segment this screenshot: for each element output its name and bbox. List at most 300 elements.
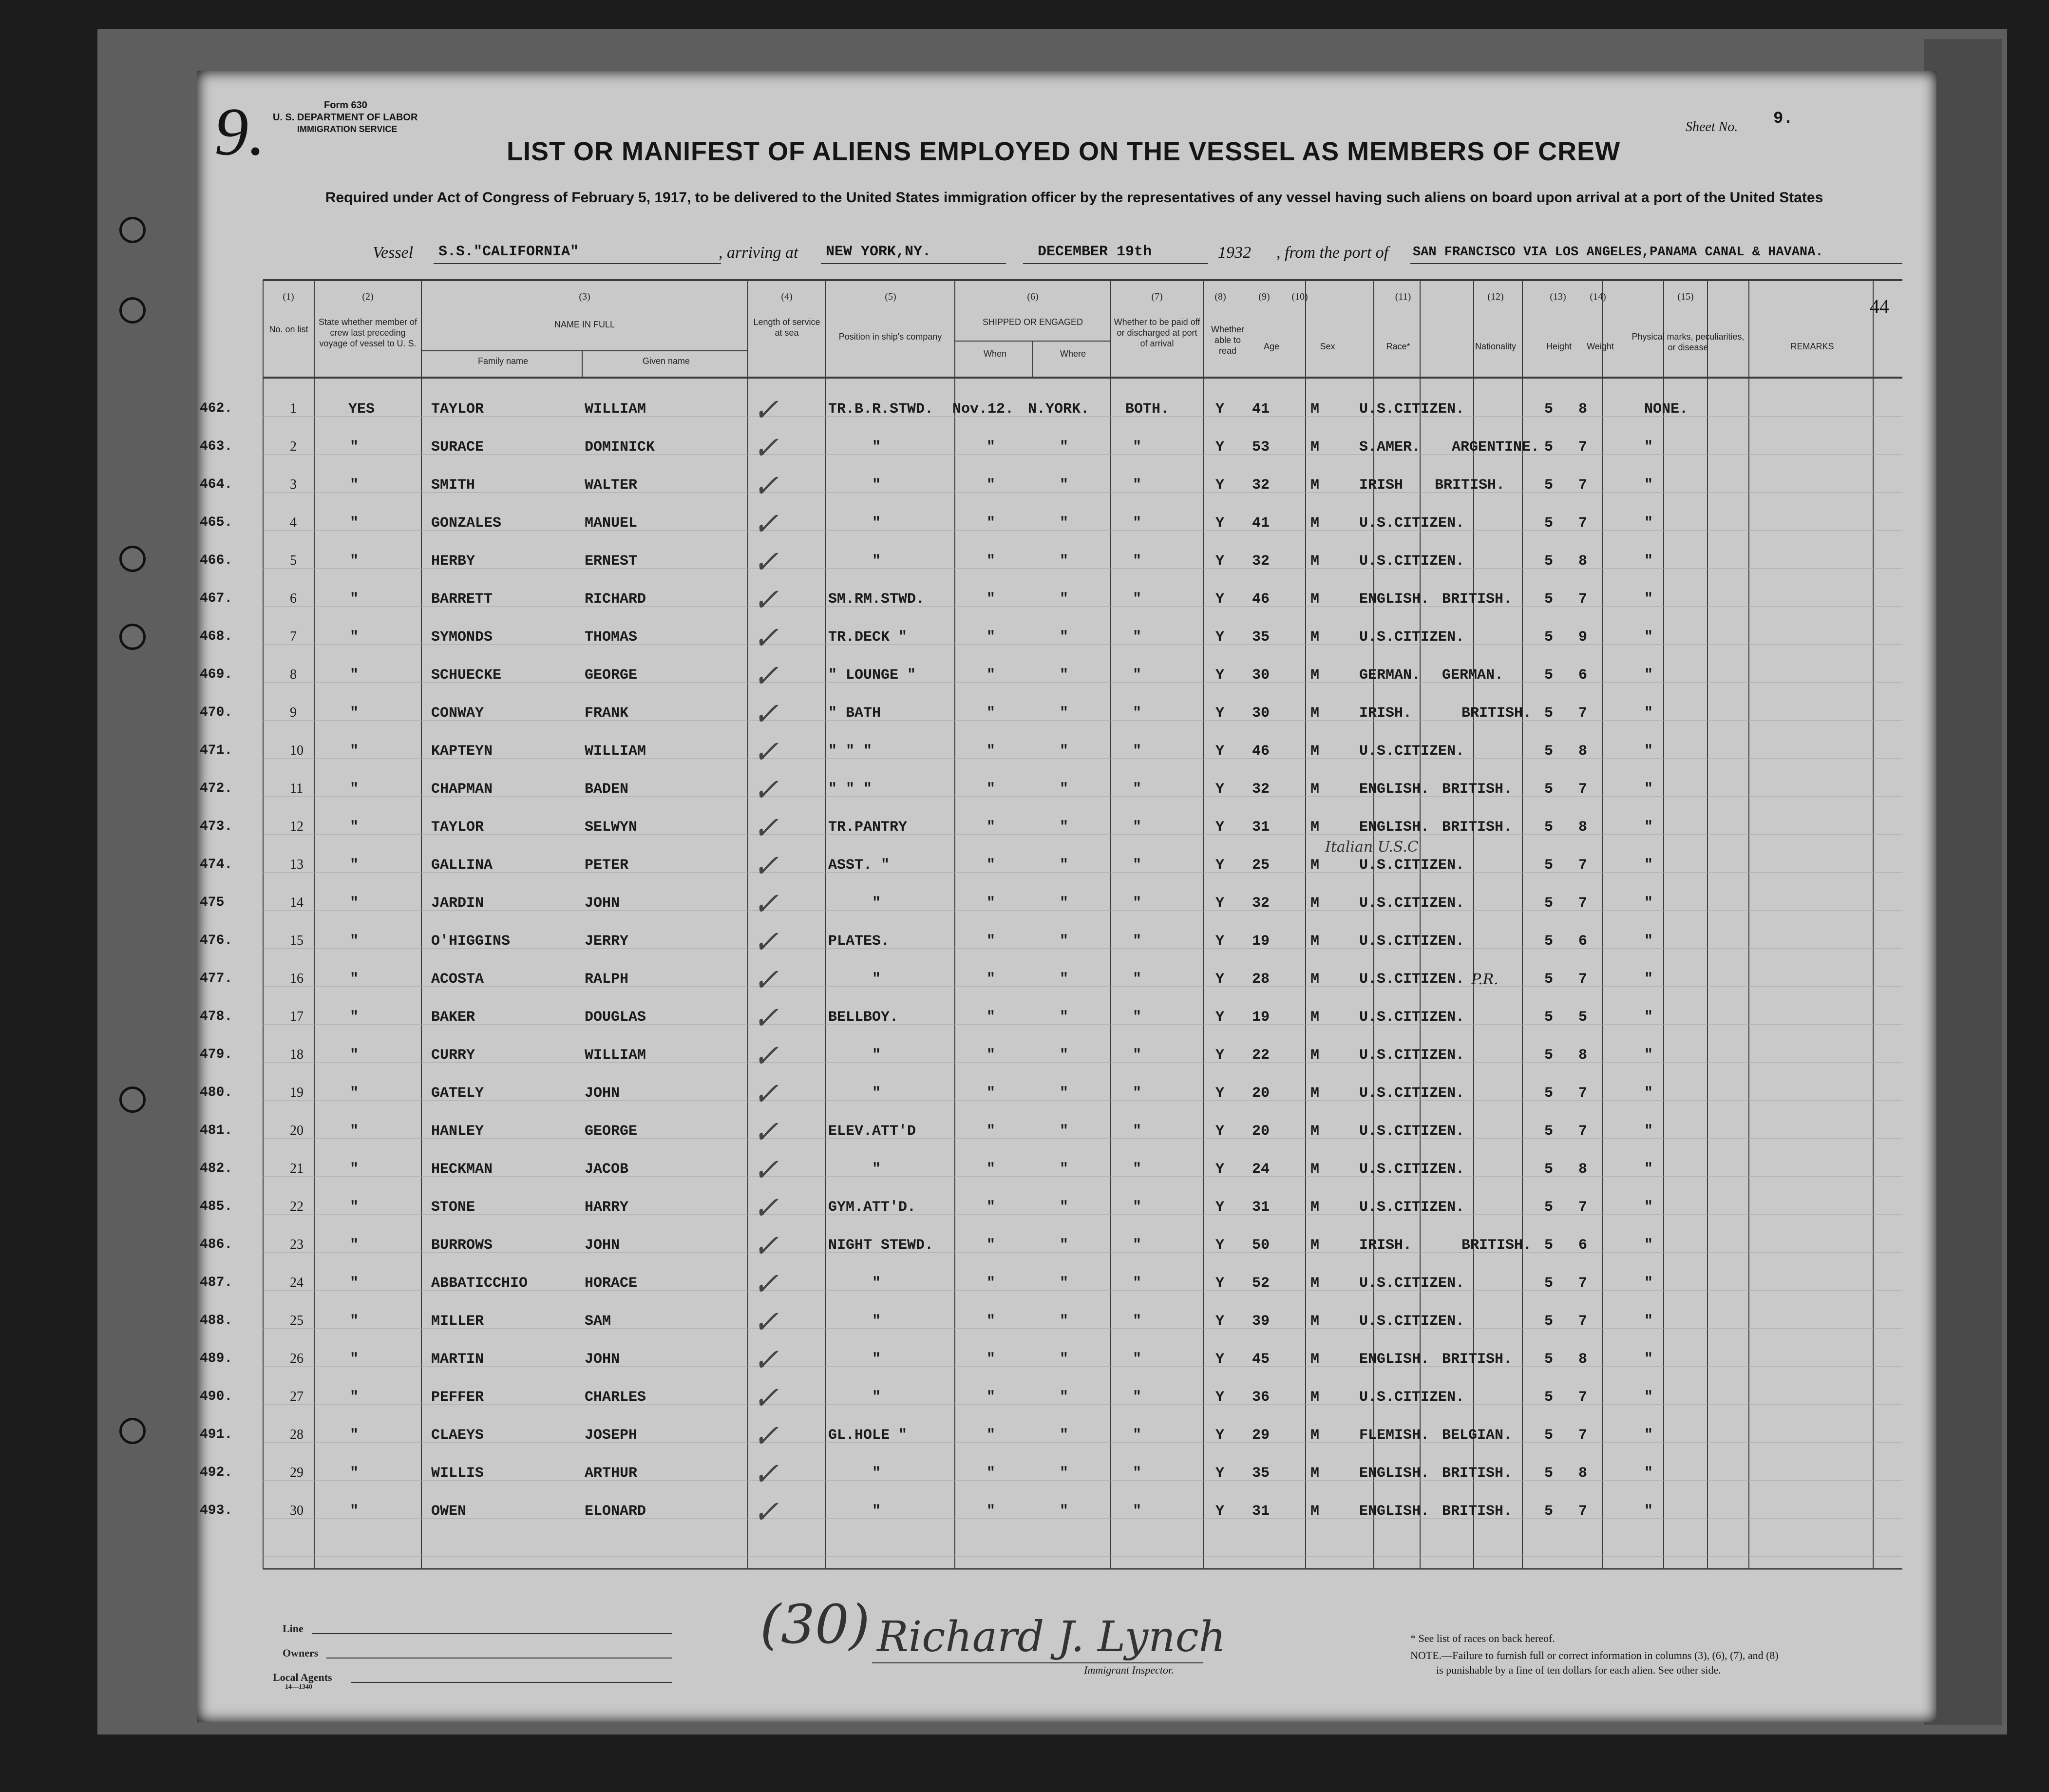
row-position: PLATES. <box>828 933 890 950</box>
arriving-port: NEW YORK,NY. <box>826 244 931 260</box>
col-previous-voyage-header: State whether member of crew last preceding voyage of vessel to U. S. <box>318 317 417 348</box>
row-previous-voyage: " <box>350 1199 359 1216</box>
row-able-to-read: Y <box>1215 971 1225 988</box>
row-age: 35 <box>1252 629 1270 646</box>
service-check-mark: ✓ <box>753 1342 779 1378</box>
service-check-mark: ✓ <box>753 506 779 542</box>
column-number: (13) <box>1550 291 1566 302</box>
row-race: U.S.CITIZEN. <box>1359 895 1465 912</box>
row-position: " <box>872 1161 881 1178</box>
row-height: 5 <box>1544 667 1554 684</box>
row-paid-off: " <box>1133 629 1142 646</box>
row-reference-number: 475 <box>200 895 225 910</box>
row-family-name: CLAEYS <box>431 1427 484 1444</box>
row-paid-off: " <box>1133 781 1142 798</box>
row-position: " <box>872 1465 881 1482</box>
row-sex: M <box>1310 1161 1320 1178</box>
row-family-name: HANLEY <box>431 1123 484 1140</box>
row-sex: M <box>1310 477 1320 494</box>
row-family-name: CONWAY <box>431 705 484 722</box>
row-reference-number: 476. <box>200 933 233 948</box>
row-physical-marks: " <box>1644 553 1653 570</box>
row-weight: 7 <box>1578 439 1588 456</box>
row-race: ENGLISH. <box>1359 781 1430 798</box>
service-check-mark: ✓ <box>753 1152 779 1188</box>
row-race: U.S.CITIZEN. <box>1359 857 1465 874</box>
row-weight: 7 <box>1578 971 1588 988</box>
row-sex: M <box>1310 971 1320 988</box>
row-position: " LOUNGE " <box>828 667 916 684</box>
row-shipped-when: " <box>987 971 996 988</box>
service-check-mark: ✓ <box>753 962 779 998</box>
row-shipped-when: " <box>987 553 996 570</box>
row-weight: 6 <box>1578 933 1588 950</box>
row-weight: 7 <box>1578 1085 1588 1102</box>
row-weight: 7 <box>1578 1313 1588 1330</box>
col-race-header: Race* <box>1386 342 1410 351</box>
row-given-name: FRANK <box>585 705 629 722</box>
sheet-no-label: Sheet No. <box>1686 119 1738 134</box>
col-height-header: Height <box>1546 342 1572 351</box>
row-able-to-read: Y <box>1215 1389 1225 1406</box>
row-height: 5 <box>1544 1199 1554 1216</box>
row-given-name: JERRY <box>585 933 629 950</box>
row-position: " <box>872 515 881 532</box>
row-position: " <box>872 439 881 456</box>
row-family-name: SCHUECKE <box>431 667 502 684</box>
row-previous-voyage: " <box>350 515 359 532</box>
service-check-mark: ✓ <box>753 1456 779 1492</box>
row-previous-voyage: " <box>350 1275 359 1292</box>
col-able-to-read-header: Whether able to read <box>1211 324 1245 356</box>
service-check-mark: ✓ <box>753 430 779 466</box>
row-physical-marks: " <box>1644 971 1653 988</box>
row-age: 32 <box>1252 553 1270 570</box>
row-able-to-read: Y <box>1215 1161 1225 1178</box>
row-reference-number: 466. <box>200 553 233 568</box>
vessel-name: S.S."CALIFORNIA" <box>438 244 579 260</box>
row-physical-marks: " <box>1644 591 1653 608</box>
col-age-header: Age <box>1263 342 1280 351</box>
row-shipped-where: " <box>1060 1161 1069 1178</box>
row-race: IRISH. <box>1359 705 1412 722</box>
row-shipped-when: " <box>987 667 996 684</box>
row-able-to-read: Y <box>1215 819 1225 836</box>
row-previous-voyage: " <box>350 971 359 988</box>
row-paid-off: " <box>1133 1465 1142 1482</box>
row-reference-number: 493. <box>200 1503 233 1518</box>
row-paid-off: " <box>1133 1237 1142 1254</box>
row-list-number: 29 <box>290 1465 304 1480</box>
row-able-to-read: Y <box>1215 477 1225 494</box>
handwritten-count: (30) <box>760 1593 870 1656</box>
row-family-name: KAPTEYN <box>431 743 493 760</box>
row-list-number: 8 <box>290 667 297 682</box>
row-reference-number: 481. <box>200 1123 233 1138</box>
row-family-name: BAKER <box>431 1009 475 1026</box>
row-position: " " " <box>828 743 873 760</box>
row-reference-number: 465. <box>200 515 233 530</box>
row-reference-number: 486. <box>200 1237 233 1252</box>
row-physical-marks: " <box>1644 819 1653 836</box>
row-family-name: MARTIN <box>431 1351 484 1368</box>
row-reference-number: 492. <box>200 1465 233 1480</box>
row-given-name: HORACE <box>585 1275 638 1292</box>
row-given-name: JOHN <box>585 1237 620 1254</box>
row-age: 32 <box>1252 895 1270 912</box>
row-paid-off: " <box>1133 1047 1142 1064</box>
row-physical-marks: " <box>1644 743 1653 760</box>
decoration <box>1120 378 1142 402</box>
row-previous-voyage: " <box>350 591 359 608</box>
row-given-name: BADEN <box>585 781 629 798</box>
row-family-name: SURACE <box>431 439 484 456</box>
row-sex: M <box>1310 743 1320 760</box>
row-physical-marks: " <box>1644 1389 1653 1406</box>
row-race: U.S.CITIZEN. <box>1359 743 1465 760</box>
row-shipped-where: " <box>1060 1351 1069 1368</box>
row-previous-voyage: " <box>350 1389 359 1406</box>
row-previous-voyage: " <box>350 1047 359 1064</box>
row-shipped-where: " <box>1060 743 1069 760</box>
row-reference-number: 467. <box>200 591 233 606</box>
row-reference-number: 487. <box>200 1275 233 1290</box>
row-paid-off: " <box>1133 743 1142 760</box>
row-shipped-when: " <box>987 1275 996 1292</box>
row-position: BELLBOY. <box>828 1009 899 1026</box>
handwritten-sheet-number: 9. <box>214 94 266 170</box>
row-weight: 7 <box>1578 1427 1588 1444</box>
row-able-to-read: Y <box>1215 1123 1225 1140</box>
row-sex: M <box>1310 1389 1320 1406</box>
row-sex: M <box>1310 1503 1320 1520</box>
row-race: GERMAN. <box>1359 667 1421 684</box>
row-shipped-when: " <box>987 1161 996 1178</box>
row-physical-marks: " <box>1644 705 1653 722</box>
row-paid-off: " <box>1133 477 1142 494</box>
service-check-mark: ✓ <box>753 696 779 732</box>
row-list-number: 21 <box>290 1161 304 1176</box>
row-age: 36 <box>1252 1389 1270 1406</box>
row-sex: M <box>1310 1427 1320 1444</box>
col-given-name-header: Given name <box>642 356 690 366</box>
row-sex: M <box>1310 515 1320 532</box>
row-previous-voyage: " <box>350 857 359 874</box>
row-given-name: JOHN <box>585 1351 620 1368</box>
owners-underline <box>326 1658 672 1659</box>
row-shipped-when: " <box>987 1009 996 1026</box>
row-physical-marks: " <box>1644 1009 1653 1026</box>
row-race: U.S.CITIZEN. <box>1359 515 1465 532</box>
row-weight: 8 <box>1578 553 1588 570</box>
row-weight: 8 <box>1578 1161 1588 1178</box>
row-sex: M <box>1310 591 1320 608</box>
row-able-to-read: Y <box>1215 1503 1225 1520</box>
service-check-mark: ✓ <box>753 1380 779 1416</box>
row-race: U.S.CITIZEN. <box>1359 1009 1465 1026</box>
row-height: 5 <box>1544 1237 1554 1254</box>
row-shipped-when: " <box>987 1199 996 1216</box>
row-weight: 6 <box>1578 667 1588 684</box>
row-weight: 7 <box>1578 1389 1588 1406</box>
row-height: 5 <box>1544 477 1554 494</box>
row-paid-off: " <box>1133 591 1142 608</box>
row-reference-number: 464. <box>200 477 233 492</box>
row-sex: M <box>1310 1351 1320 1368</box>
row-weight: 8 <box>1578 1047 1588 1064</box>
row-age: 25 <box>1252 857 1270 874</box>
row-family-name: BURROWS <box>431 1237 493 1254</box>
row-able-to-read: Y <box>1215 1009 1225 1026</box>
col-position-header: Position in ship's company <box>838 332 942 342</box>
row-nationality: BRITISH. <box>1442 1351 1513 1368</box>
row-able-to-read: Y <box>1215 743 1225 760</box>
row-paid-off: " <box>1133 1503 1142 1520</box>
row-race: FLEMISH. <box>1359 1427 1430 1444</box>
row-shipped-where: " <box>1060 705 1069 722</box>
row-shipped-where: " <box>1060 553 1069 570</box>
row-previous-voyage: " <box>350 1009 359 1026</box>
row-race: U.S.CITIZEN. <box>1359 1199 1465 1216</box>
row-shipped-where: " <box>1060 1237 1069 1254</box>
row-age: 19 <box>1252 1009 1270 1026</box>
row-shipped-where: " <box>1060 1427 1069 1444</box>
row-shipped-where: " <box>1060 477 1069 494</box>
row-reference-number: 479. <box>200 1047 233 1062</box>
service-check-mark: ✓ <box>753 1190 779 1226</box>
row-family-name: CURRY <box>431 1047 475 1064</box>
row-weight: 7 <box>1578 515 1588 532</box>
row-height: 5 <box>1544 1313 1554 1330</box>
row-height: 5 <box>1544 629 1554 646</box>
row-reference-number: 474. <box>200 857 233 872</box>
row-physical-marks: " <box>1644 857 1653 874</box>
row-race: ENGLISH. <box>1359 819 1430 836</box>
row-family-name: CHAPMAN <box>431 781 493 798</box>
col-shipped-engaged-header: SHIPPED OR ENGAGED <box>982 317 1083 327</box>
row-race: U.S.CITIZEN. <box>1359 933 1465 950</box>
row-able-to-read: Y <box>1215 667 1225 684</box>
row-given-name: JOHN <box>585 895 620 912</box>
row-physical-marks: " <box>1644 629 1653 646</box>
row-physical-marks: " <box>1644 1503 1653 1520</box>
service-check-mark: ✓ <box>753 1228 779 1264</box>
row-age: 41 <box>1252 515 1270 532</box>
row-age: 46 <box>1252 743 1270 760</box>
row-able-to-read: Y <box>1215 591 1225 608</box>
row-shipped-where: " <box>1060 971 1069 988</box>
row-list-number: 5 <box>290 553 297 568</box>
row-given-name: WILLIAM <box>585 401 646 418</box>
row-nationality: P.R. <box>1471 971 1499 988</box>
row-sex: M <box>1310 1085 1320 1102</box>
row-previous-voyage: " <box>350 1427 359 1444</box>
row-list-number: 10 <box>290 743 304 758</box>
row-family-name: SYMONDS <box>431 629 493 646</box>
row-reference-number: 485. <box>200 1199 233 1214</box>
row-height: 5 <box>1544 819 1554 836</box>
local-agents-label: Local Agents <box>273 1671 332 1683</box>
row-able-to-read: Y <box>1215 1199 1225 1216</box>
row-weight: 8 <box>1578 1351 1588 1368</box>
row-given-name: JOSEPH <box>585 1427 638 1444</box>
row-physical-marks: " <box>1644 1123 1653 1140</box>
col-name-header: NAME IN FULL <box>554 320 615 329</box>
row-reference-number: 468. <box>200 629 233 644</box>
column-number: (10) <box>1291 291 1308 302</box>
row-height: 5 <box>1544 1465 1554 1482</box>
row-shipped-when: " <box>987 629 996 646</box>
row-list-number: 18 <box>290 1047 304 1062</box>
row-shipped-when: " <box>987 1085 996 1102</box>
row-height: 5 <box>1544 781 1554 798</box>
row-list-number: 6 <box>290 591 297 606</box>
row-sex: M <box>1310 933 1320 950</box>
row-race: U.S.CITIZEN. <box>1359 1085 1465 1102</box>
row-previous-voyage: " <box>350 895 359 912</box>
row-physical-marks: " <box>1644 667 1653 684</box>
row-physical-marks: NONE. <box>1644 401 1689 418</box>
row-age: 52 <box>1252 1275 1270 1292</box>
row-able-to-read: Y <box>1215 1427 1225 1444</box>
row-physical-marks: " <box>1644 1199 1653 1216</box>
row-list-number: 28 <box>290 1427 304 1442</box>
row-height: 5 <box>1544 553 1554 570</box>
row-shipped-when: " <box>987 591 996 608</box>
row-family-name: MILLER <box>431 1313 484 1330</box>
row-height: 5 <box>1544 439 1554 456</box>
row-age: 31 <box>1252 819 1270 836</box>
row-shipped-where: " <box>1060 895 1069 912</box>
row-height: 5 <box>1544 1161 1554 1178</box>
row-given-name: PETER <box>585 857 629 874</box>
row-height: 5 <box>1544 1123 1554 1140</box>
service-check-mark: ✓ <box>753 620 779 656</box>
row-given-name: WILLIAM <box>585 743 646 760</box>
row-race: U.S.CITIZEN. <box>1359 1123 1465 1140</box>
row-physical-marks: " <box>1644 1427 1653 1444</box>
row-shipped-when: " <box>987 743 996 760</box>
row-family-name: BARRETT <box>431 591 493 608</box>
service-check-mark: ✓ <box>753 1114 779 1150</box>
row-reference-number: 462. <box>200 401 233 416</box>
row-family-name: WILLIS <box>431 1465 484 1482</box>
column-number: (11) <box>1395 291 1411 302</box>
row-family-name: TAYLOR <box>431 401 484 418</box>
row-shipped-where: " <box>1060 1465 1069 1482</box>
row-race: ENGLISH. <box>1359 1465 1430 1482</box>
row-position: TR.B.R.STWD. <box>828 401 934 418</box>
row-age: 41 <box>1252 401 1270 418</box>
row-position: " <box>872 971 881 988</box>
row-list-number: 26 <box>290 1351 304 1366</box>
row-sex: M <box>1310 1275 1320 1292</box>
row-able-to-read: Y <box>1215 933 1225 950</box>
row-age: 53 <box>1252 439 1270 456</box>
row-given-name: THOMAS <box>585 629 638 646</box>
row-paid-off: " <box>1133 1199 1142 1216</box>
service-check-mark: ✓ <box>753 1266 779 1302</box>
row-shipped-where: " <box>1060 591 1069 608</box>
service-check-mark: ✓ <box>753 582 779 618</box>
col-sex-header: Sex <box>1320 342 1335 351</box>
col-shipped-where-header: Where <box>1060 349 1086 359</box>
row-race: ENGLISH. <box>1359 1351 1430 1368</box>
service-check-mark: ✓ <box>753 1038 779 1074</box>
row-previous-voyage: " <box>350 1313 359 1330</box>
row-paid-off: " <box>1133 1009 1142 1026</box>
row-list-number: 2 <box>290 439 297 454</box>
signature-line <box>872 1662 1203 1663</box>
row-sex: M <box>1310 781 1320 798</box>
row-physical-marks: " <box>1644 1161 1653 1178</box>
row-height: 5 <box>1544 705 1554 722</box>
col-remarks-header: REMARKS <box>1790 342 1834 351</box>
row-given-name: JACOB <box>585 1161 629 1178</box>
row-paid-off: " <box>1133 515 1142 532</box>
row-nationality: BELGIAN. <box>1442 1427 1513 1444</box>
row-previous-voyage: " <box>350 1085 359 1102</box>
row-list-number: 23 <box>290 1237 304 1252</box>
row-list-number: 3 <box>290 477 297 492</box>
row-family-name: STONE <box>431 1199 475 1216</box>
row-list-number: 13 <box>290 857 304 872</box>
row-position: TR.PANTRY <box>828 819 908 836</box>
row-able-to-read: Y <box>1215 781 1225 798</box>
row-position: " <box>872 895 881 912</box>
row-family-name: O'HIGGINS <box>431 933 511 950</box>
service-check-mark: ✓ <box>753 848 779 884</box>
row-physical-marks: " <box>1644 1351 1653 1368</box>
row-able-to-read: Y <box>1215 1275 1225 1292</box>
row-nationality: BRITISH. <box>1435 477 1505 494</box>
row-family-name: HECKMAN <box>431 1161 493 1178</box>
row-reference-number: 463. <box>200 439 233 454</box>
row-height: 5 <box>1544 1275 1554 1292</box>
col-family-name-header: Family name <box>477 356 529 366</box>
column-number: (4) <box>781 291 793 302</box>
service-check-mark: ✓ <box>753 392 779 428</box>
row-shipped-where: " <box>1060 439 1069 456</box>
row-previous-voyage: " <box>350 1161 359 1178</box>
row-given-name: WALTER <box>585 477 638 494</box>
service-check-mark: ✓ <box>753 734 779 770</box>
service-check-mark: ✓ <box>753 1304 779 1340</box>
row-list-number: 14 <box>290 895 304 910</box>
row-shipped-when: " <box>987 819 996 836</box>
row-family-name: TAYLOR <box>431 819 484 836</box>
row-paid-off: " <box>1133 819 1142 836</box>
column-number: (14) <box>1590 291 1606 302</box>
row-list-number: 7 <box>290 629 297 644</box>
column-number: (5) <box>885 291 896 302</box>
row-position: ELEV.ATT'D <box>828 1123 916 1140</box>
column-number: (7) <box>1151 291 1163 302</box>
row-list-number: 4 <box>290 515 297 530</box>
row-weight: 8 <box>1578 743 1588 760</box>
row-previous-voyage: " <box>350 743 359 760</box>
row-reference-number: 469. <box>200 667 233 682</box>
row-reference-number: 490. <box>200 1389 233 1404</box>
races-note: * See list of races on back hereof. <box>1410 1632 1555 1644</box>
row-able-to-read: Y <box>1215 895 1225 912</box>
row-given-name: DOUGLAS <box>585 1009 646 1026</box>
row-physical-marks: " <box>1644 895 1653 912</box>
row-weight: 6 <box>1578 1237 1588 1254</box>
row-shipped-when: " <box>987 1465 996 1482</box>
row-paid-off: " <box>1133 439 1142 456</box>
row-family-name: ACOSTA <box>431 971 484 988</box>
